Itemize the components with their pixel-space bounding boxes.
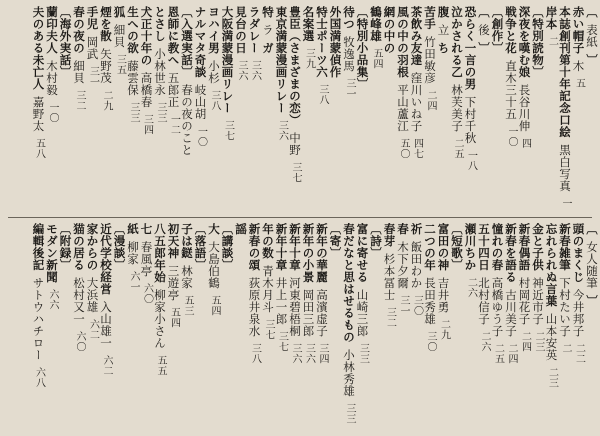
page-number: 三七 <box>290 162 301 183</box>
page-number: 三七 <box>263 319 274 340</box>
author-name: 大島伯鶴 <box>207 241 221 289</box>
page-number: 三六 <box>276 120 288 141</box>
entry-title: 生への欲 <box>126 6 140 54</box>
entry-title: 蘭印夫人 <box>45 6 59 54</box>
author-name: 今井邦子 <box>571 289 586 337</box>
entry-title: 〔特別小品集〕 <box>355 6 370 90</box>
author-name: 竹田敏彦 <box>423 36 437 84</box>
entry-title: 五十四日 <box>477 223 491 271</box>
author-name: 立 <box>436 24 451 36</box>
author-name: 高橋ゆう子 <box>490 277 505 337</box>
page-number: 五〇 <box>398 138 409 159</box>
author-name: 岡田三郎 <box>301 289 316 337</box>
entry-title: 春芽 <box>382 223 397 247</box>
entry-title: 風の中の羽根 <box>396 6 410 78</box>
entry-title: 編輯後記 <box>31 223 46 271</box>
author-name: 矢野茂 <box>99 48 113 84</box>
author-name: 河東碧梧桐 <box>288 277 302 337</box>
entry-title: ヨハイ男 <box>207 6 221 54</box>
entry-title: 春だなと思はせるもの <box>342 223 356 343</box>
page-number: 二 <box>546 36 558 47</box>
author-name: 荻原井泉水 <box>247 277 262 337</box>
author-name: 中野 <box>288 132 302 156</box>
page-number: 二四 <box>425 90 436 111</box>
author-name: 小杉 <box>207 60 221 84</box>
author-name: 神近市子 <box>531 277 545 325</box>
page-number: 五四 <box>168 307 180 328</box>
author-name: 青木月斗 <box>261 265 275 313</box>
author-name: 長田秀雄 <box>423 277 437 325</box>
entry-title: 初天神 <box>166 223 181 259</box>
page-number: 三八 <box>249 343 261 364</box>
entry-title: 忘れられぬ言葉 <box>544 223 559 307</box>
page-number: 二 <box>560 343 571 354</box>
author-name: 表紙 <box>585 24 599 48</box>
page-number: 二四 <box>506 343 517 364</box>
author-name: 井上一郎 <box>274 277 289 325</box>
page-number: 三九 <box>303 48 315 69</box>
entry-title: 新年の華麗 <box>315 223 329 283</box>
entry-title: 〔海外実話〕 <box>58 6 73 78</box>
page-number: 一八 <box>465 150 477 171</box>
entry-title: 煙を散 <box>99 6 113 42</box>
author-name: 林芙美子 <box>450 84 464 132</box>
author-name: 藤雲保 <box>126 60 140 96</box>
author-name: 高橋春 <box>139 72 154 108</box>
page-number: 二三 <box>533 331 544 352</box>
author-name: 細貝 <box>112 24 127 48</box>
page-number: 二三 <box>546 367 558 388</box>
entry-title: 恩師に教へ <box>166 6 181 66</box>
author-name: 木村毅 <box>45 60 59 96</box>
page-number: 二二 <box>573 343 585 364</box>
page-number: 三六 <box>303 343 315 364</box>
entry-title: 特 <box>261 6 275 18</box>
author-name: 下村たい子 <box>558 277 572 337</box>
page-number: 二九 <box>101 90 112 111</box>
author-name: ラ <box>261 24 275 36</box>
author-name: 村岡花子 <box>517 277 532 325</box>
author-name: 松村又一 <box>72 277 86 325</box>
entry-title: ガ <box>261 42 275 54</box>
entry-title: 豊臣（さまざまの恋） <box>288 6 302 126</box>
author-name: 入山雄一 <box>99 301 113 349</box>
entry-title: 家からの <box>85 223 100 271</box>
entry-title: 富に寄せる <box>355 223 370 283</box>
page-number: 三四 <box>141 114 153 135</box>
page-number: 三〇 <box>425 331 436 352</box>
entry-title: 鶴峰雄 <box>369 6 383 42</box>
author-name: 五郎正 <box>166 72 181 108</box>
page-number: 三六 <box>249 60 261 81</box>
entry-title: 春の夜の <box>72 6 86 54</box>
entry-title: 頭のまくじ <box>571 223 586 283</box>
page-number: 三三 <box>155 102 166 123</box>
entry-title: 〔 <box>585 223 599 235</box>
entry-title: 謡 <box>234 223 248 235</box>
entry-title: 憧れの春 <box>490 223 505 271</box>
entry-title: 猫の居る <box>72 223 86 271</box>
author-name: 岡武 <box>85 36 100 60</box>
page-number: 三七 <box>222 120 234 141</box>
page-number: 六二 <box>101 355 112 376</box>
author-name: 大浜雄 <box>85 277 100 313</box>
entry-title: 〕 <box>585 54 599 66</box>
entry-title: 岸本 <box>544 6 559 30</box>
entry-title: 大 <box>207 223 221 235</box>
entry-title: 見台の日 <box>234 6 248 54</box>
page-number: 二六 <box>479 331 490 352</box>
entry-title: 茶飲み友達 <box>409 6 424 66</box>
entry-title: 〔短歌〕 <box>450 223 464 271</box>
entry-title: 新年十章 <box>274 223 289 271</box>
page-number: 三四 <box>317 343 328 364</box>
author-name: 林家 <box>180 265 194 289</box>
page-number: 五五 <box>155 355 166 376</box>
page-number: 二五 <box>492 343 504 364</box>
entry-title: 〔詩〕 <box>369 223 383 259</box>
page-number: 一二 <box>168 114 180 135</box>
entry-title: 新春雑筆 <box>558 223 572 271</box>
page-number: 三二 <box>74 90 85 111</box>
entry-title: 〔講談〕 <box>220 223 235 271</box>
author-name: 黒白写真 <box>558 144 572 192</box>
entry-title: 〔附録〕 <box>58 223 73 271</box>
page-number: 五四 <box>209 295 220 316</box>
author-name: 木下夕爾 <box>396 241 410 289</box>
page-number: 三七 <box>276 331 288 352</box>
author-name: サトウハチロー <box>31 277 46 361</box>
entry-title: 〔特別読物〕 <box>531 6 545 78</box>
author-name: 古川美子 <box>504 289 518 337</box>
entry-title: 瀬川ちか <box>463 223 478 271</box>
page-number: 三〇 <box>411 295 423 316</box>
author-name: 後 <box>477 24 491 36</box>
entry-title: 子は鎹 <box>180 223 194 259</box>
page-number: 六八 <box>33 367 45 388</box>
entry-title: 赤い帽子 <box>571 6 586 54</box>
entry-title: 新年十章 <box>288 223 302 271</box>
page-number: 三三 <box>128 102 139 123</box>
page-number: 三一 <box>344 78 355 99</box>
page-number: 二六 <box>465 277 477 298</box>
page-number: 五八 <box>33 138 45 159</box>
page-number: 三二 <box>384 307 396 328</box>
page-number: 一〇 <box>506 126 517 147</box>
entry-title: 〔寄〕 <box>328 223 343 259</box>
author-name: 下村千秋 <box>463 96 478 144</box>
entry-title: ち <box>436 42 451 54</box>
page-number: 六六 <box>47 289 58 310</box>
page-number: 一〇 <box>47 102 58 123</box>
author-name: 直木三十五 <box>504 60 518 120</box>
entry-title: 〔創作〕 <box>490 6 505 54</box>
entry-title: ナルマタ奇談 <box>193 6 208 78</box>
entry-title: 八五郎年始 <box>153 223 167 283</box>
entry-title: 本誌創刊第十年記念口絵 <box>558 6 572 138</box>
author-name: 嘉野太 <box>31 96 46 132</box>
entry-title: 〔漫談〕 <box>112 223 127 271</box>
page-number: 三三 <box>357 343 369 364</box>
entry-title: 恐らく一言の男 <box>463 6 478 90</box>
page-number: 三三 <box>344 403 355 424</box>
upper-entry <box>31 6 47 212</box>
entry-title: 犬正十年の <box>139 6 154 66</box>
page-number: 五三 <box>182 295 193 316</box>
entry-title: 新春偶語 <box>517 223 532 271</box>
entry-title: 富田の神 <box>436 223 451 271</box>
page-number: 五四 <box>371 48 382 69</box>
entry-title: 七 <box>139 223 154 235</box>
author-name: 杉本冨士 <box>382 253 397 301</box>
author-name: 柳家小さん <box>153 289 167 349</box>
entry-title: 待つ <box>342 6 356 30</box>
author-name: 長谷川伸 <box>517 84 532 132</box>
entry-title: 苦手 <box>423 6 437 30</box>
contents-column <box>31 0 47 436</box>
entry-title: 夫のある未亡人 <box>31 6 46 90</box>
entry-title: 泣かされる乙 <box>450 6 464 78</box>
author-name: 岐山胡 <box>193 84 208 120</box>
page-number: 六二 <box>87 319 99 340</box>
author-name: 飯田わか <box>409 241 424 289</box>
author-name: 牧逸馬 <box>342 36 356 72</box>
author-name: 木 <box>571 60 586 72</box>
page-number: 三六 <box>290 343 301 364</box>
entry-title: 近代学校経営 <box>99 223 113 295</box>
entry-title: 金と子供 <box>531 223 545 271</box>
author-name: 小林秀雄 <box>342 349 356 397</box>
entry-title: 新春を語る <box>504 223 518 283</box>
entry-title: とさし <box>153 6 167 42</box>
page-number: 四 <box>519 138 531 149</box>
entry-title: 網の中の <box>382 6 397 54</box>
page-number: 一 <box>560 198 571 209</box>
page-number: 四七 <box>411 138 423 159</box>
entry-title: 新年の小景 <box>301 223 316 283</box>
author-name: 細貝 <box>72 60 86 84</box>
page-number: 三六 <box>236 60 247 81</box>
entry-title: 新春の頌 <box>247 223 262 271</box>
entry-title: モダン新聞 <box>45 223 59 283</box>
entry-title: 手児 <box>85 6 100 30</box>
entry-title: 深夜を嘆む娘 <box>517 6 532 78</box>
entry-title: 〕 <box>477 42 491 54</box>
author-name: 山本安英 <box>544 313 559 361</box>
page-number: 三一 <box>87 66 99 87</box>
entry-title: 二つの年 <box>423 223 437 271</box>
author-name: 柳家 <box>126 241 140 265</box>
page-number: 二五 <box>452 138 463 159</box>
entry-title: 紙 <box>126 223 140 235</box>
author-name: 小林世永 <box>153 48 167 96</box>
page-number: 三一 <box>398 295 409 316</box>
entry-title: ラダレー <box>247 6 262 54</box>
author-name: 北村信子 <box>477 277 491 325</box>
entry-title: 外国満蒙偵作 <box>328 6 343 78</box>
entry-title: 東京満蒙漫画リレー <box>274 6 289 114</box>
author-name: 高濱虚子 <box>315 289 329 337</box>
page-number: 一〇 <box>195 126 207 147</box>
entry-title: 戦争と花 <box>504 6 518 54</box>
entry-title: 特士ポーツ六 <box>315 6 329 78</box>
page-number: 二九 <box>438 319 450 340</box>
entry-title: 腹 <box>436 6 451 18</box>
author-name: 春の夜のこと <box>180 84 194 156</box>
page-number: 六一 <box>128 271 139 292</box>
author-name: 山崎三郎 <box>355 289 370 337</box>
entry-title: 大阪満蒙漫画リレー <box>220 6 235 114</box>
entry-title: 〔入選実話〕 <box>180 6 194 78</box>
page-number: 六〇 <box>141 283 153 304</box>
entry-title: 名案選 <box>301 6 316 42</box>
author-name: 吉井勇 <box>436 277 451 313</box>
page-number: 三五 <box>114 54 126 75</box>
author-name: 窪川いね子 <box>409 72 424 132</box>
entry-title: 〔 <box>585 6 599 18</box>
entry-title: 〕 <box>585 295 599 307</box>
entry-title: 年の数 <box>261 223 275 259</box>
page-number: 三八 <box>317 84 328 105</box>
page-number: 三八 <box>209 90 220 111</box>
entry-title: 〔落語〕 <box>193 223 208 271</box>
entry-title: 狐 <box>112 6 127 18</box>
page-number: 五 <box>573 78 585 89</box>
author-name: 三遊亭 <box>166 265 181 301</box>
author-name: 平山蘆江 <box>396 84 410 132</box>
page-number: 六〇 <box>74 331 85 352</box>
author-name: 女人随筆 <box>585 241 599 289</box>
author-name: 春風亭 <box>139 241 154 277</box>
page-number: 二四 <box>519 331 531 352</box>
lower-entry <box>31 223 47 429</box>
entry-title: 春 <box>396 223 410 235</box>
entry-title: 祈 <box>409 223 424 235</box>
entry-title: 〔 <box>477 6 491 18</box>
